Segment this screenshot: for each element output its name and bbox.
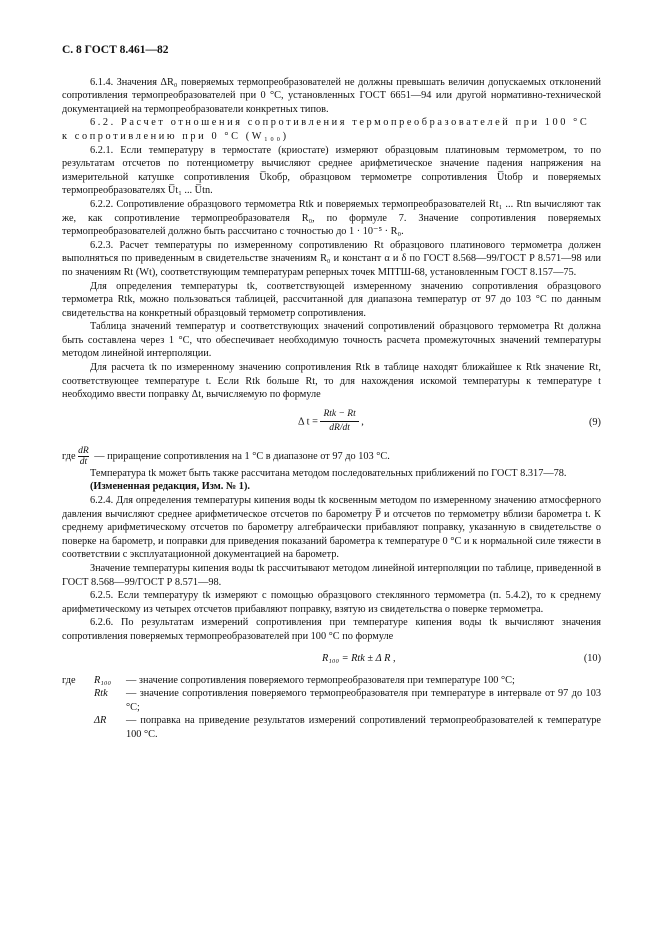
- formula-10: [62, 648, 601, 670]
- definition-text: — поправка на приведение результатов измерений сопротивлений термопреобразователей к температуре 100 °С.: [126, 715, 601, 740]
- section-heading-line-1: 6.2. Расчет отношения сопротивления термопреобразователей при 100 °С: [90, 117, 590, 129]
- paragraph-6-1-4: 6.1.4. Значения ΔR₀ поверяемых термопреобразователей не должны превышать величин допускаемых отклонений сопротивления термопреобразователей при 0 °С, установленных ГОСТ 6651—94 или другой нормативно-технической документацией на термопреобразователи конкретных типов.: [62, 76, 601, 115]
- formula-9-expression: [298, 408, 418, 436]
- definition-symbol: ΔR: [94, 715, 107, 727]
- paragraph-6-2-6: 6.2.6. По результатам измерений сопротивления при температуре кипения воды tk вычисляют значения сопротивления поверяемых термопреобразователей при 100 °С по формуле: [62, 617, 601, 642]
- paragraph-where-dr: [62, 446, 601, 467]
- where-dr-description: — приращение сопротивления на 1 °С в диапазоне от 97 до 103 °С.: [94, 450, 390, 462]
- paragraph-6-2-1: 6.2.1. Если температуру в термостате (криостате) измеряют образцовым платиновым термометром, то по результатам отсчетов по потенциометру вычисляют среднее арифметическое значение падения напряжения на измерительной катушке сопротивления U̅kобр, образцовом термометре сопротивления U̅tобр и поверяемых термопреобразователях U̅t₁ ... U̅tn.: [62, 144, 601, 197]
- formula-9: [62, 408, 601, 442]
- page-header: С. 8 ГОСТ 8.461—82: [62, 44, 169, 56]
- paragraph-table-composition: Таблица значений температур и соответствующих значений сопротивлений образцового термометра Rt должна быть составлена через 1 °С, что обеспечивает необходимую точность расчета промежуточных значений температуры методом линейной интерполяции.: [62, 321, 601, 360]
- dt-denominator: dt: [79, 456, 88, 467]
- paragraph-calculation: Для расчета tk по измеренному значению сопротивления Rtk в таблице находят ближайшее к Rtk значение Rt, соответствующее температуре t. Если Rtk больше Rt, то для нахождения искомой температуры к температуре t необходимо ввести поправку Δt, вычисляемую по формуле: [62, 362, 601, 401]
- paragraph-approximation: Температура tk может быть также рассчитана методом последовательных приближений по ГОСТ 8.317—78.: [90, 467, 567, 479]
- dr-dt-fraction: [78, 446, 89, 467]
- section-heading-6-2: [62, 116, 601, 130]
- edit-note: (Измененная редакция, Изм. № 1).: [90, 481, 250, 493]
- formula-10-number: (10): [583, 652, 601, 664]
- definition-row: [62, 674, 601, 688]
- formula-9-numerator: Rtk − Rt: [320, 408, 358, 423]
- paragraph-boiling-interpolation: Значение температуры кипения воды tk рассчитывают методом линейной интерполяции по таблице, приведенной в ГОСТ 8.568—99/ГОСТ Р 8.571—98.: [62, 563, 601, 588]
- definition-text: — значение сопротивления поверяемого термопреобразователя при температуре в интервале от 97 до 103 °С;: [126, 688, 601, 713]
- dr-numerator: dR: [78, 445, 89, 456]
- definition-row: [62, 714, 601, 741]
- definitions-table: [62, 674, 601, 742]
- definition-symbol: R₁₀₀: [94, 674, 112, 686]
- definition-prefix: где: [62, 674, 76, 686]
- definition-symbol: Rtk: [94, 688, 108, 700]
- paragraph-temperature-table-use: Для определения температуры tk, соответствующей измеренному значению сопротивления образцового термометра Rtk, можно пользоваться таблицей, рассчитанной для диапазона температур от 97 до 103 °С по данным свидетельства на конкретный образцовый термометр сопротивления.: [62, 280, 601, 319]
- paragraph-6-2-2: 6.2.2. Сопротивление образцового термометра Rtk и поверяемых термопреобразователей Rt₁ ... Rtn вычисляют так же, как сопротивление термопреобразователя R₀, по формуле 7. Значение сопротивления поверяемых термопреобразователей должно быть рассчитано с точностью до 1 · 10⁻⁵ · R₀.: [62, 198, 601, 238]
- definition-row: [62, 687, 601, 714]
- definition-prefix: [62, 687, 94, 714]
- section-heading-line-2: к сопротивлению при 0 °С (W₁₀₀): [62, 130, 289, 142]
- section-heading-6-2-cont: [62, 130, 601, 144]
- formula-9-fraction: [320, 408, 358, 436]
- where-label: где: [62, 450, 76, 462]
- paragraph-6-2-3: 6.2.3. Расчет температуры по измеренному сопротивлению Rt образцового платинового термометра должен выполняться по приведенным в свидетельстве значениям R₀ и констант α и δ по ГОСТ 8.568—99/ГОСТ Р 8.571—98 или по значениям Rt (Wt), соответствующим температурам реперных точек МПТШ-68, установленным ГОСТ 8.157—75.: [62, 239, 601, 278]
- paragraph-6-2-5: 6.2.5. Если температуру tk измеряют с помощью образцового стеклянного термометра (п. 5.4.2), то к среднему арифметическому из четырех отсчетов прибавляют поправку, взятую из свидетельства о поверке термометра.: [62, 590, 601, 615]
- paragraph-6-2-4: 6.2.4. Для определения температуры кипения воды tk косвенным методом по измеренному значению атмосферного давления вычисляют среднее арифметическое отсчетов по барометру P̅ и отсчетов по термометру вблизи барометра t. К среднему арифметическому отсчетов по барометру алгебраически прибавляют поправку, указанную в свидетельстве о поверке на барометр, и поправки для приведения показаний барометра к температуре 0 °С и к нормальной силе тяжести в соответствии с эксплуатационной документацией на барометр.: [62, 495, 601, 561]
- formula-9-denominator: dR/dt: [329, 423, 350, 434]
- definition-text: — значение сопротивления поверяемого термопреобразователя при температуре 100 °С;: [126, 674, 515, 686]
- formula-10-expression: R₁₀₀ = Rtk ± Δ R ,: [322, 652, 396, 664]
- formula-9-number: (9): [588, 416, 601, 428]
- formula-9-tail: ,: [361, 416, 364, 428]
- formula-9-lhs: Δ t =: [298, 416, 318, 428]
- definition-prefix: [62, 714, 94, 741]
